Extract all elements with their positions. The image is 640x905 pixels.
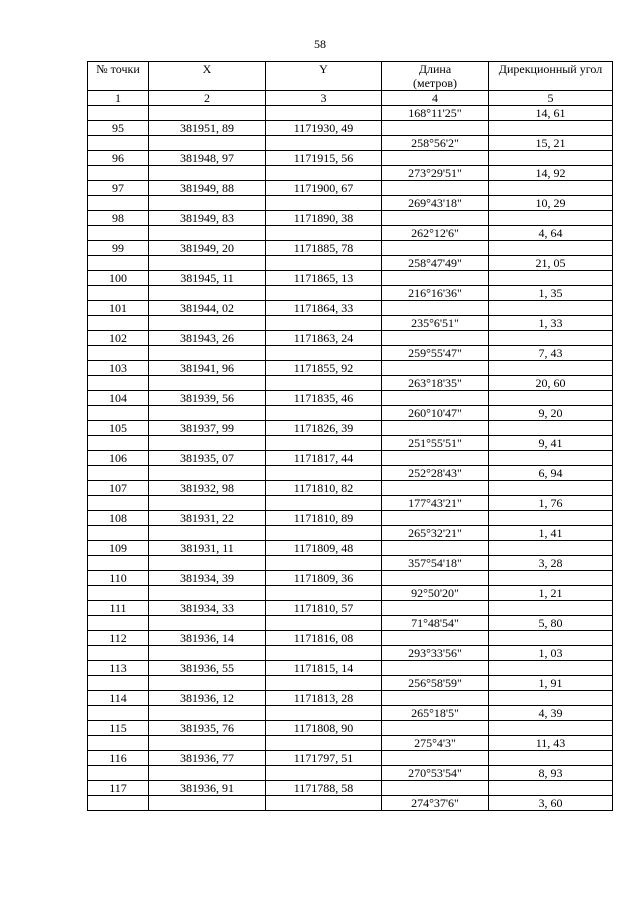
- y-cell: 1171810, 89: [266, 511, 382, 526]
- table-row: [88, 121, 613, 136]
- header-length: Длина (метров): [382, 62, 489, 91]
- table-row: [88, 451, 613, 466]
- length-cell: 216°16'36": [382, 286, 489, 301]
- angle-cell: 14, 61: [489, 106, 613, 121]
- point-number-cell: 96: [88, 151, 149, 166]
- x-cell: [149, 136, 266, 151]
- point-number-cell: 100: [88, 271, 149, 286]
- point-number-cell: 116: [88, 751, 149, 766]
- y-cell: [266, 586, 382, 601]
- table-row: [88, 436, 613, 451]
- angle-cell: 4, 64: [489, 226, 613, 241]
- point-number-cell: [88, 766, 149, 781]
- x-cell: 381944, 02: [149, 301, 266, 316]
- table-row: [88, 391, 613, 406]
- angle-cell: [489, 181, 613, 196]
- table-row: [88, 586, 613, 601]
- angle-cell: [489, 481, 613, 496]
- table-row: [88, 196, 613, 211]
- table-row: [88, 361, 613, 376]
- angle-cell: 1, 41: [489, 526, 613, 541]
- length-cell: [382, 241, 489, 256]
- table-index-row: [88, 91, 613, 106]
- length-cell: [382, 271, 489, 286]
- y-cell: 1171915, 56: [266, 151, 382, 166]
- y-cell: [266, 796, 382, 811]
- table-row: [88, 571, 613, 586]
- length-cell: [382, 451, 489, 466]
- header-point-number: № точки: [88, 62, 149, 91]
- table-row: [88, 271, 613, 286]
- y-cell: [266, 346, 382, 361]
- y-cell: 1171815, 14: [266, 661, 382, 676]
- length-cell: [382, 631, 489, 646]
- angle-cell: 14, 92: [489, 166, 613, 181]
- table-row: [88, 601, 613, 616]
- x-cell: [149, 106, 266, 121]
- y-cell: [266, 316, 382, 331]
- x-cell: [149, 676, 266, 691]
- x-cell: 381931, 22: [149, 511, 266, 526]
- length-cell: [382, 331, 489, 346]
- x-cell: [149, 556, 266, 571]
- x-cell: 381949, 83: [149, 211, 266, 226]
- point-number-cell: 114: [88, 691, 149, 706]
- table-row: [88, 346, 613, 361]
- angle-cell: [489, 301, 613, 316]
- table-row: [88, 676, 613, 691]
- table-row: [88, 691, 613, 706]
- table-row: [88, 316, 613, 331]
- length-cell: 177°43'21": [382, 496, 489, 511]
- length-cell: 258°56'2": [382, 136, 489, 151]
- page-number: 58: [314, 37, 326, 51]
- y-cell: 1171835, 46: [266, 391, 382, 406]
- y-cell: 1171788, 58: [266, 781, 382, 796]
- angle-cell: 11, 43: [489, 736, 613, 751]
- y-cell: [266, 676, 382, 691]
- table-row: [88, 766, 613, 781]
- length-cell: 258°47'49": [382, 256, 489, 271]
- y-cell: 1171813, 28: [266, 691, 382, 706]
- angle-cell: [489, 241, 613, 256]
- angle-cell: [489, 211, 613, 226]
- point-number-cell: [88, 226, 149, 241]
- table-row: [88, 751, 613, 766]
- x-cell: 381948, 97: [149, 151, 266, 166]
- y-cell: [266, 376, 382, 391]
- x-cell: [149, 316, 266, 331]
- angle-cell: 9, 41: [489, 436, 613, 451]
- table-row: [88, 781, 613, 796]
- index-cell: 4: [382, 91, 489, 106]
- table-row: [88, 241, 613, 256]
- y-cell: 1171809, 36: [266, 571, 382, 586]
- angle-cell: [489, 661, 613, 676]
- y-cell: [266, 646, 382, 661]
- x-cell: 381949, 20: [149, 241, 266, 256]
- point-number-cell: 106: [88, 451, 149, 466]
- length-cell: [382, 361, 489, 376]
- length-cell: 262°12'6": [382, 226, 489, 241]
- point-number-cell: 105: [88, 421, 149, 436]
- point-number-cell: 112: [88, 631, 149, 646]
- angle-cell: 6, 94: [489, 466, 613, 481]
- y-cell: 1171808, 90: [266, 721, 382, 736]
- angle-cell: 1, 35: [489, 286, 613, 301]
- x-cell: 381951, 89: [149, 121, 266, 136]
- angle-cell: [489, 361, 613, 376]
- x-cell: [149, 736, 266, 751]
- length-cell: [382, 481, 489, 496]
- table-row: [88, 661, 613, 676]
- angle-cell: [489, 541, 613, 556]
- header-x: X: [149, 62, 266, 91]
- y-cell: [266, 286, 382, 301]
- x-cell: 381932, 98: [149, 481, 266, 496]
- table-row: [88, 211, 613, 226]
- x-cell: [149, 646, 266, 661]
- point-number-cell: 103: [88, 361, 149, 376]
- table-row: [88, 616, 613, 631]
- angle-cell: 21, 05: [489, 256, 613, 271]
- x-cell: 381941, 96: [149, 361, 266, 376]
- angle-cell: [489, 571, 613, 586]
- angle-cell: [489, 601, 613, 616]
- y-cell: 1171863, 24: [266, 331, 382, 346]
- angle-cell: [489, 151, 613, 166]
- length-cell: 274°37'6": [382, 796, 489, 811]
- length-cell: 235°6'51": [382, 316, 489, 331]
- length-cell: [382, 181, 489, 196]
- length-cell: 263°18'35": [382, 376, 489, 391]
- angle-cell: 7, 43: [489, 346, 613, 361]
- y-cell: 1171826, 39: [266, 421, 382, 436]
- length-cell: [382, 601, 489, 616]
- y-cell: 1171855, 92: [266, 361, 382, 376]
- angle-cell: 4, 39: [489, 706, 613, 721]
- length-cell: [382, 751, 489, 766]
- x-cell: 381936, 55: [149, 661, 266, 676]
- x-cell: 381943, 26: [149, 331, 266, 346]
- y-cell: [266, 706, 382, 721]
- angle-cell: 3, 28: [489, 556, 613, 571]
- point-number-cell: [88, 526, 149, 541]
- length-cell: 293°33'56": [382, 646, 489, 661]
- y-cell: [266, 166, 382, 181]
- y-cell: [266, 226, 382, 241]
- index-cell: 3: [266, 91, 382, 106]
- angle-cell: [489, 451, 613, 466]
- x-cell: 381936, 14: [149, 631, 266, 646]
- table-row: [88, 736, 613, 751]
- y-cell: [266, 256, 382, 271]
- point-number-cell: 101: [88, 301, 149, 316]
- length-cell: 265°32'21": [382, 526, 489, 541]
- index-cell: 1: [88, 91, 149, 106]
- table-row: [88, 106, 613, 121]
- table-row: [88, 706, 613, 721]
- index-cell: 5: [489, 91, 613, 106]
- table-row: [88, 481, 613, 496]
- x-cell: [149, 436, 266, 451]
- x-cell: [149, 166, 266, 181]
- length-cell: [382, 211, 489, 226]
- table-row: [88, 151, 613, 166]
- angle-cell: 1, 76: [489, 496, 613, 511]
- point-number-cell: 117: [88, 781, 149, 796]
- y-cell: [266, 196, 382, 211]
- y-cell: [266, 496, 382, 511]
- length-cell: 275°4'3": [382, 736, 489, 751]
- length-cell: [382, 421, 489, 436]
- point-number-cell: [88, 586, 149, 601]
- x-cell: [149, 226, 266, 241]
- y-cell: [266, 556, 382, 571]
- y-cell: 1171864, 33: [266, 301, 382, 316]
- table-row: [88, 721, 613, 736]
- y-cell: [266, 466, 382, 481]
- angle-cell: [489, 421, 613, 436]
- x-cell: 381949, 88: [149, 181, 266, 196]
- angle-cell: 1, 91: [489, 676, 613, 691]
- table-row: [88, 376, 613, 391]
- length-cell: 260°10'47": [382, 406, 489, 421]
- length-cell: 92°50'20": [382, 586, 489, 601]
- x-cell: [149, 346, 266, 361]
- y-cell: [266, 526, 382, 541]
- x-cell: [149, 256, 266, 271]
- y-cell: [266, 406, 382, 421]
- table-row: [88, 181, 613, 196]
- table-row: [88, 421, 613, 436]
- length-cell: 259°55'47": [382, 346, 489, 361]
- index-cell: 2: [149, 91, 266, 106]
- x-cell: 381934, 39: [149, 571, 266, 586]
- length-cell: [382, 541, 489, 556]
- point-number-cell: 115: [88, 721, 149, 736]
- x-cell: 381937, 99: [149, 421, 266, 436]
- point-number-cell: [88, 196, 149, 211]
- point-number-cell: 111: [88, 601, 149, 616]
- angle-cell: [489, 631, 613, 646]
- angle-cell: [489, 271, 613, 286]
- point-number-cell: 108: [88, 511, 149, 526]
- table-row: [88, 796, 613, 811]
- length-cell: 269°43'18": [382, 196, 489, 211]
- x-cell: [149, 496, 266, 511]
- table-row: [88, 166, 613, 181]
- point-number-cell: [88, 106, 149, 121]
- point-number-cell: 95: [88, 121, 149, 136]
- table-row: [88, 511, 613, 526]
- angle-cell: [489, 511, 613, 526]
- x-cell: 381936, 12: [149, 691, 266, 706]
- length-cell: [382, 691, 489, 706]
- angle-cell: [489, 781, 613, 796]
- point-number-cell: [88, 676, 149, 691]
- x-cell: 381936, 77: [149, 751, 266, 766]
- table-body: [88, 106, 613, 811]
- x-cell: [149, 796, 266, 811]
- table-row: [88, 406, 613, 421]
- length-cell: [382, 781, 489, 796]
- x-cell: [149, 376, 266, 391]
- point-number-cell: [88, 286, 149, 301]
- x-cell: 381934, 33: [149, 601, 266, 616]
- x-cell: 381945, 11: [149, 271, 266, 286]
- table-row: [88, 496, 613, 511]
- length-cell: [382, 511, 489, 526]
- point-number-cell: [88, 346, 149, 361]
- coordinates-table: [87, 61, 613, 811]
- table-row: [88, 136, 613, 151]
- point-number-cell: [88, 436, 149, 451]
- point-number-cell: [88, 496, 149, 511]
- point-number-cell: [88, 376, 149, 391]
- point-number-cell: [88, 616, 149, 631]
- table-row: [88, 466, 613, 481]
- table-row: [88, 646, 613, 661]
- y-cell: [266, 436, 382, 451]
- table-row: [88, 541, 613, 556]
- length-cell: [382, 121, 489, 136]
- angle-cell: 1, 21: [489, 586, 613, 601]
- point-number-cell: [88, 136, 149, 151]
- x-cell: [149, 196, 266, 211]
- angle-cell: 15, 21: [489, 136, 613, 151]
- length-cell: 168°11'25": [382, 106, 489, 121]
- angle-cell: [489, 391, 613, 406]
- angle-cell: 5, 80: [489, 616, 613, 631]
- point-number-cell: 109: [88, 541, 149, 556]
- y-cell: 1171865, 13: [266, 271, 382, 286]
- table-header-row: [88, 62, 613, 91]
- length-cell: 251°55'51": [382, 436, 489, 451]
- x-cell: 381939, 56: [149, 391, 266, 406]
- point-number-cell: [88, 466, 149, 481]
- x-cell: [149, 616, 266, 631]
- y-cell: [266, 616, 382, 631]
- point-number-cell: 102: [88, 331, 149, 346]
- y-cell: 1171797, 51: [266, 751, 382, 766]
- angle-cell: [489, 751, 613, 766]
- y-cell: [266, 106, 382, 121]
- y-cell: [266, 736, 382, 751]
- length-cell: [382, 151, 489, 166]
- table-row: [88, 286, 613, 301]
- y-cell: 1171809, 48: [266, 541, 382, 556]
- point-number-cell: 99: [88, 241, 149, 256]
- length-cell: [382, 571, 489, 586]
- x-cell: [149, 706, 266, 721]
- length-cell: 270°53'54": [382, 766, 489, 781]
- table-row: [88, 631, 613, 646]
- point-number-cell: 97: [88, 181, 149, 196]
- angle-cell: 8, 93: [489, 766, 613, 781]
- y-cell: 1171885, 78: [266, 241, 382, 256]
- x-cell: 381935, 07: [149, 451, 266, 466]
- angle-cell: [489, 691, 613, 706]
- length-cell: 71°48'54": [382, 616, 489, 631]
- point-number-cell: [88, 646, 149, 661]
- point-number-cell: [88, 796, 149, 811]
- length-cell: 273°29'51": [382, 166, 489, 181]
- x-cell: 381931, 11: [149, 541, 266, 556]
- table-row: [88, 331, 613, 346]
- table-row: [88, 526, 613, 541]
- length-cell: [382, 721, 489, 736]
- angle-cell: 1, 03: [489, 646, 613, 661]
- length-cell: [382, 661, 489, 676]
- x-cell: [149, 586, 266, 601]
- length-cell: 265°18'5": [382, 706, 489, 721]
- table-row: [88, 556, 613, 571]
- table-row: [88, 301, 613, 316]
- point-number-cell: [88, 166, 149, 181]
- y-cell: 1171890, 38: [266, 211, 382, 226]
- point-number-cell: [88, 556, 149, 571]
- x-cell: 381936, 91: [149, 781, 266, 796]
- length-cell: [382, 391, 489, 406]
- angle-cell: [489, 331, 613, 346]
- angle-cell: 3, 60: [489, 796, 613, 811]
- point-number-cell: [88, 256, 149, 271]
- point-number-cell: 98: [88, 211, 149, 226]
- angle-cell: 1, 33: [489, 316, 613, 331]
- length-cell: 256°58'59": [382, 676, 489, 691]
- length-cell: 357°54'18": [382, 556, 489, 571]
- y-cell: 1171900, 67: [266, 181, 382, 196]
- point-number-cell: 110: [88, 571, 149, 586]
- length-cell: 252°28'43": [382, 466, 489, 481]
- point-number-cell: 107: [88, 481, 149, 496]
- length-cell: [382, 301, 489, 316]
- point-number-cell: [88, 736, 149, 751]
- y-cell: 1171810, 82: [266, 481, 382, 496]
- x-cell: [149, 766, 266, 781]
- header-y: Y: [266, 62, 382, 91]
- y-cell: [266, 136, 382, 151]
- point-number-cell: 113: [88, 661, 149, 676]
- y-cell: 1171930, 49: [266, 121, 382, 136]
- x-cell: [149, 526, 266, 541]
- table-row: [88, 226, 613, 241]
- angle-cell: 20, 60: [489, 376, 613, 391]
- point-number-cell: 104: [88, 391, 149, 406]
- y-cell: [266, 766, 382, 781]
- x-cell: [149, 406, 266, 421]
- x-cell: 381935, 76: [149, 721, 266, 736]
- header-direction-angle: Дирекционный угол: [489, 62, 613, 91]
- point-number-cell: [88, 406, 149, 421]
- x-cell: [149, 466, 266, 481]
- angle-cell: 9, 20: [489, 406, 613, 421]
- point-number-cell: [88, 706, 149, 721]
- table-row: [88, 256, 613, 271]
- y-cell: 1171816, 08: [266, 631, 382, 646]
- y-cell: 1171810, 57: [266, 601, 382, 616]
- angle-cell: [489, 121, 613, 136]
- point-number-cell: [88, 316, 149, 331]
- angle-cell: [489, 721, 613, 736]
- angle-cell: 10, 29: [489, 196, 613, 211]
- x-cell: [149, 286, 266, 301]
- y-cell: 1171817, 44: [266, 451, 382, 466]
